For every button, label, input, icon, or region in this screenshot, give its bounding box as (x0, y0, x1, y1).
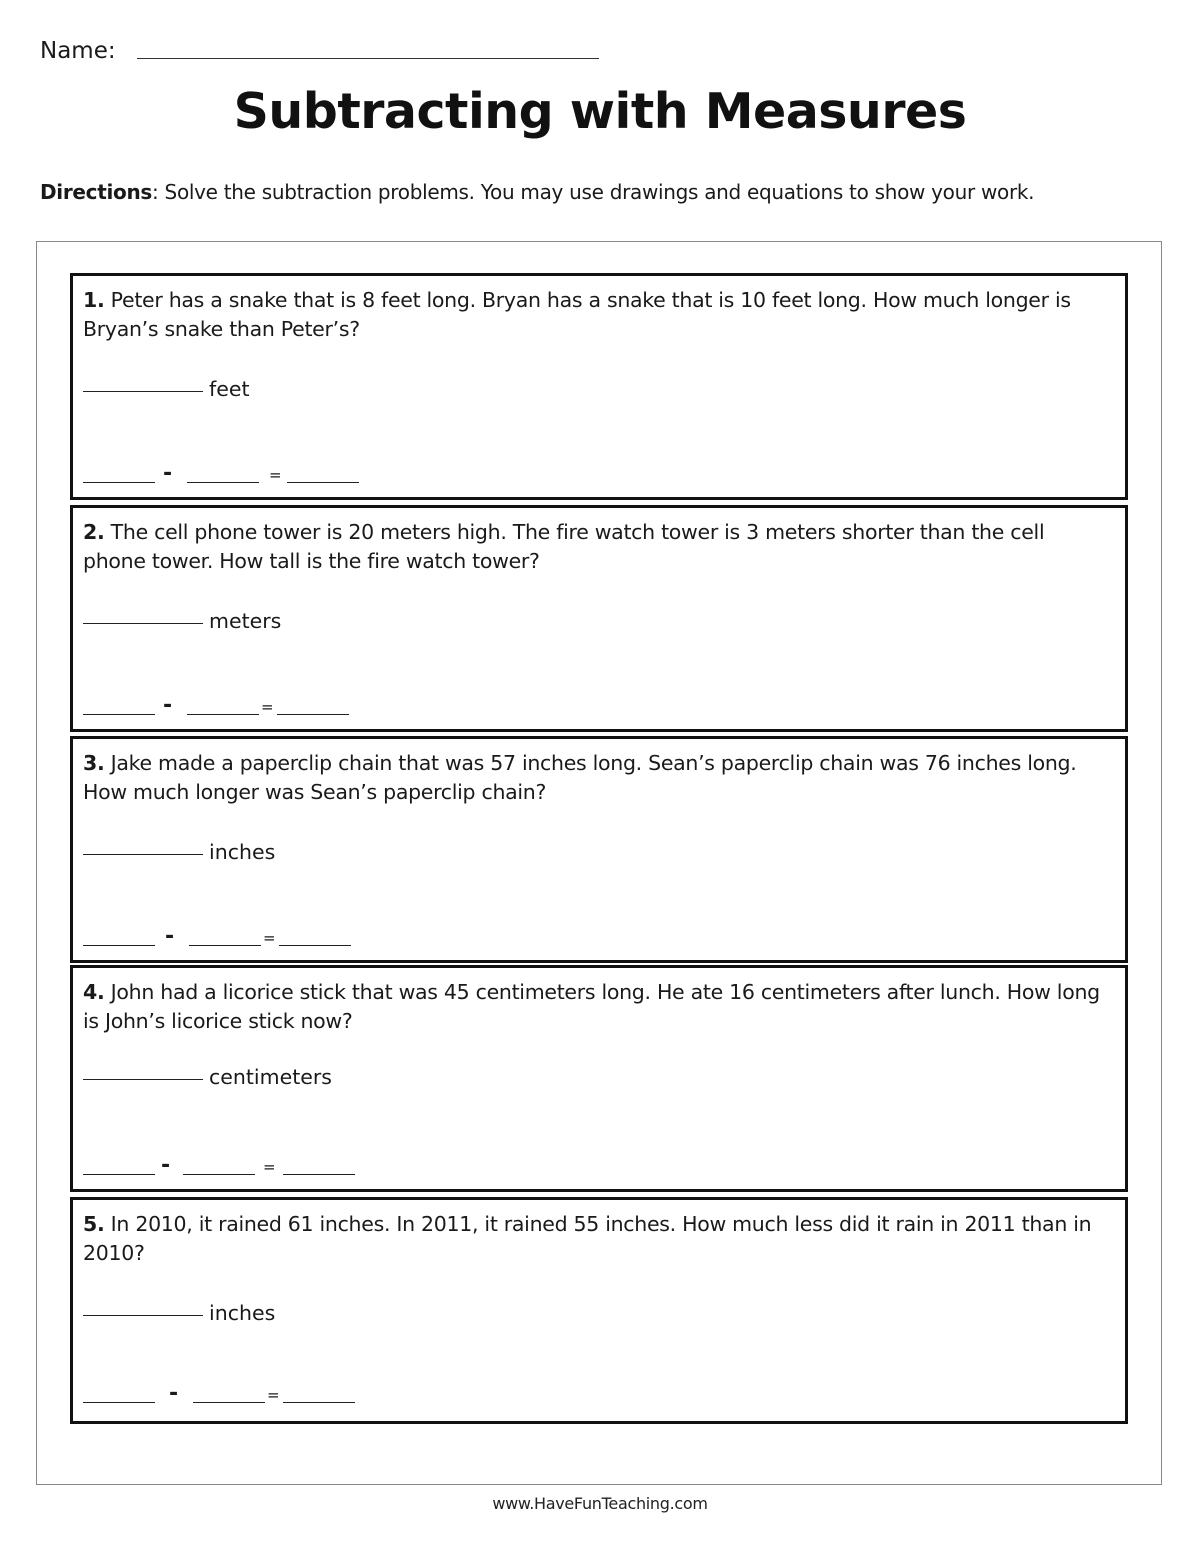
problem-question: In 2010, it rained 61 inches. In 2011, it rained 55 inches. How much less did it rain in 2011 than in 2010? (83, 1212, 1092, 1265)
problem-5 (70, 1197, 1128, 1424)
problem-number: 5. (83, 1212, 105, 1236)
equals-sign: = (263, 1158, 276, 1176)
minus-sign: - (163, 693, 173, 718)
subtrahend-blank[interactable] (183, 1174, 255, 1175)
difference-blank[interactable] (287, 482, 359, 483)
minus-sign: - (169, 1381, 179, 1406)
directions-label: Directions (40, 180, 153, 204)
answer-blank[interactable] (83, 854, 203, 855)
problem-number: 3. (83, 751, 105, 775)
minuend-blank[interactable] (83, 1402, 155, 1403)
problem-text (83, 286, 1111, 344)
difference-blank[interactable] (283, 1402, 355, 1403)
subtrahend-blank[interactable] (187, 714, 259, 715)
equation-row (83, 460, 383, 488)
problem-4 (70, 965, 1128, 1192)
name-line[interactable] (137, 58, 599, 59)
answer-unit: feet (209, 377, 250, 401)
problem-question: John had a licorice stick that was 45 centimeters long. He ate 16 centimeters after lunch. How long is John’s licorice stick now? (83, 980, 1100, 1033)
difference-blank[interactable] (279, 945, 351, 946)
problem-number: 1. (83, 288, 105, 312)
subtrahend-blank[interactable] (193, 1402, 265, 1403)
directions (40, 178, 1160, 206)
difference-blank[interactable] (277, 714, 349, 715)
problem-text (83, 749, 1111, 807)
answer-blank[interactable] (83, 1315, 203, 1316)
problem-text (83, 518, 1111, 576)
problem-1 (70, 273, 1128, 500)
footer-website: www.HaveFunTeaching.com (492, 1494, 708, 1513)
minus-sign: - (161, 1153, 171, 1178)
equation-row (83, 1380, 383, 1408)
problem-text (83, 978, 1111, 1036)
answer-row (83, 1062, 332, 1092)
answer-blank[interactable] (83, 391, 203, 392)
equals-sign: = (261, 698, 274, 716)
answer-row (83, 374, 249, 404)
answer-unit: inches (209, 1301, 276, 1325)
equals-sign: = (263, 929, 276, 947)
problem-3 (70, 736, 1128, 963)
subtrahend-blank[interactable] (189, 945, 261, 946)
equation-row (83, 923, 383, 951)
difference-blank[interactable] (283, 1174, 355, 1175)
page-title: Subtracting with Measures (233, 83, 967, 140)
minus-sign: - (163, 461, 173, 486)
answer-row (83, 1298, 275, 1328)
answer-unit: meters (209, 609, 282, 633)
name-row (40, 36, 600, 66)
answer-blank[interactable] (83, 1079, 203, 1080)
answer-unit: inches (209, 840, 276, 864)
equals-sign: = (267, 1386, 280, 1404)
answer-row (83, 606, 281, 636)
equation-row (83, 692, 383, 720)
problem-text (83, 1210, 1111, 1268)
name-label: Name: (40, 38, 116, 64)
problem-number: 2. (83, 520, 105, 544)
minuend-blank[interactable] (83, 714, 155, 715)
answer-blank[interactable] (83, 623, 203, 624)
subtrahend-blank[interactable] (187, 482, 259, 483)
answer-unit: centimeters (209, 1065, 332, 1089)
problem-2 (70, 505, 1128, 732)
equals-sign: = (269, 466, 282, 484)
problem-question: Peter has a snake that is 8 feet long. Bryan has a snake that is 10 feet long. How much longer is Bryan’s snake than Peter’s? (83, 288, 1071, 341)
minuend-blank[interactable] (83, 1174, 155, 1175)
minuend-blank[interactable] (83, 945, 155, 946)
equation-row (83, 1152, 383, 1180)
minuend-blank[interactable] (83, 482, 155, 483)
answer-row (83, 837, 275, 867)
problem-question: The cell phone tower is 20 meters high. The fire watch tower is 3 meters shorter than the cell phone tower. How tall is the fire watch tower? (83, 520, 1045, 573)
directions-text: : Solve the subtraction problems. You may use drawings and equations to show your work. (152, 180, 1035, 204)
problem-number: 4. (83, 980, 105, 1004)
problem-question: Jake made a paperclip chain that was 57 inches long. Sean’s paperclip chain was 76 inches long. How much longer was Sean’s paperclip chain? (83, 751, 1077, 804)
minus-sign: - (165, 924, 175, 949)
